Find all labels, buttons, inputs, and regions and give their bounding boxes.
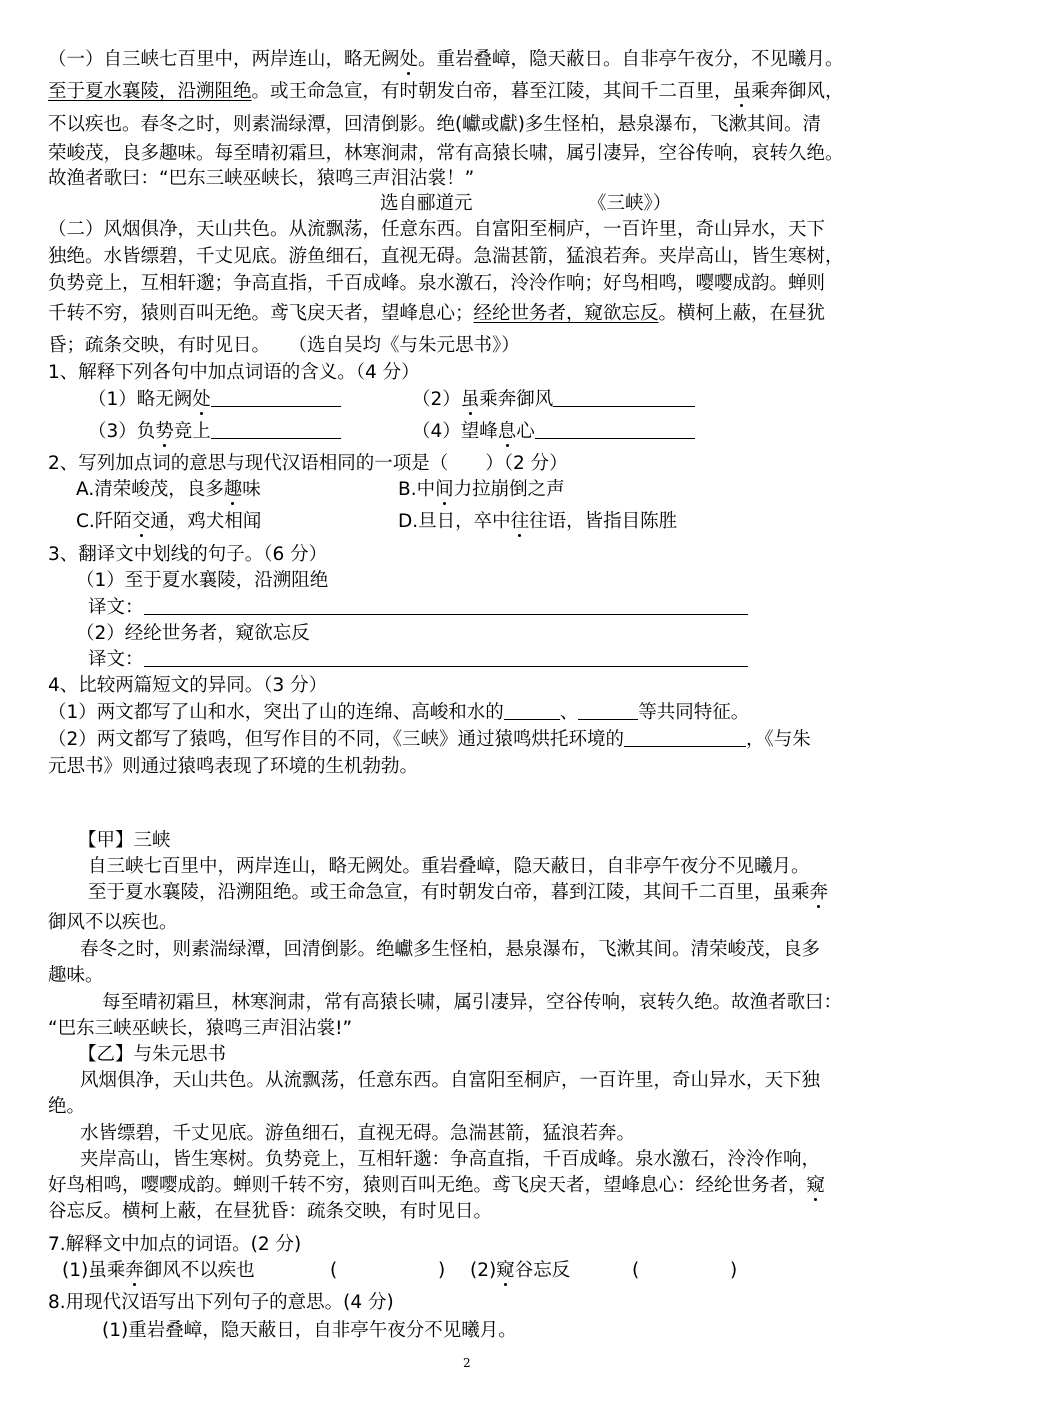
passage2-line: 昏；疏条交映，有时见日。 （选自吴均《与朱元思书》） [48,335,520,356]
passage2-line: （二）风烟俱净，天山共色。从流飘荡，任意东西。自富阳至桐庐，一百许里，奇山异水，天下 [48,219,826,240]
yi-paragraph-cont: 好鸟相鸣，嘤嘤成韵。蝉则千转不穷，猿则百叫无绝。鸢飞戾天者，望峰息心：经纶世务者，窥 [48,1175,826,1196]
source-author: 选自郦道元 [380,193,473,214]
q4-part-2: （2）两文都写了猿鸣，但写作目的不同，《三峡》通过猿鸣烘托环境的 ，《与朱 [48,729,811,750]
passage1-line: 不以疾也。春冬之时，则素湍绿潭，回清倒影。绝(巘或獻)多生怪柏，悬泉瀑布，飞漱其间。清 [48,114,821,135]
q4-part-1: （1）两文都写了山和水，突出了山的连绵、高峻和水的 、 等共同特征。 [48,702,750,723]
q7-paren-open: ( [632,1260,640,1281]
jia-paragraph-cont: 趣味。 [48,965,104,986]
jia-paragraph: 每至晴初霜旦，林寒涧肃，常有高猿长啸，属引凄异，空谷传响，哀转久绝。故渔者歌曰： [102,992,843,1013]
emphasized-char: 势 [155,421,174,442]
passage1-line: 故渔者歌曰：“巴东三峡巫峡长，猿鸣三声泪沾裳！” [48,168,475,189]
yi-paragraph-cont: 绝。 [48,1096,86,1117]
answer-blank[interactable] [578,719,638,720]
q2-option-b: B.中间力拉崩倒之声 [398,479,565,500]
emphasized-char: 窥 [806,1175,826,1196]
translation-line[interactable] [144,666,748,667]
passage1-line: 至于夏水襄陵，沿溯阻绝。或王命急宣，有时朝发白帝，暮至江陵，其间千二百里，虽乘奔御风， [48,81,844,102]
jia-paragraph: 春冬之时，则素湍绿潭，回清倒影。绝巘多生怪柏，悬泉瀑布，飞漱其间。清荣峻茂，良多 [80,939,821,960]
q1-item-1: （1）略无阙处 [88,387,341,413]
q7-item-1: (1)虽乘奔御风不以疾也 [62,1260,255,1281]
emphasized-char: 往 [510,511,530,532]
jia-paragraph: 自三峡七百里中，两岸连山，略无阙处。重岩叠嶂，隐天蔽日，自非亭午夜分不见曦月。 [88,856,810,877]
q7-paren-close: ) [730,1260,738,1281]
question-8-title: 8.用现代汉语写出下列句子的意思。(4 分) [48,1292,394,1313]
q7-paren-open: ( [330,1260,338,1281]
q3-translation-1: 译文： [88,595,748,621]
answer-blank[interactable] [624,746,746,747]
emphasized-char: 交 [131,511,151,532]
q7-paren-close: ) [438,1260,446,1281]
emphasized-char: 虽 [732,81,752,102]
yi-paragraph: 风烟俱净，天山共色。从流飘荡，任意东西。自富阳至桐庐，一百许里，奇山异水，天下独 [80,1070,821,1091]
question-2-title: 2、写列加点词的意思与现代汉语相同的一项是（ ）（2 分） [48,453,568,474]
emphasized-char: 趣 [223,479,243,500]
q4-part-2-cont: 元思书》则通过猿鸣表现了环境的生机勃勃。 [48,756,419,777]
emphasized-char: 处 [399,49,419,70]
q7-item-2: (2)窥谷忘反 [470,1260,571,1281]
jia-paragraph-cont: “巴东三峡巫峡长，猿鸣三声泪沾裳!” [48,1018,353,1039]
emphasized-char: 虽 [460,389,480,410]
emphasized-char: 奔 [125,1260,144,1281]
yi-heading: 【乙】与朱元思书 [78,1044,227,1065]
jia-paragraph: 至于夏水襄陵，沿溯阻绝。或王命急宣，有时朝发白帝，暮到江陵，其间千二百里，虽乘奔 [88,882,829,903]
q3-translation-2: 译文： [88,647,748,673]
source-title: 《三峡》） [588,193,672,214]
answer-blank[interactable] [535,438,695,439]
answer-blank[interactable] [504,719,560,720]
q3-sentence-2: （2）经纶世务者，窥欲忘反 [76,623,310,644]
emphasized-char: 息 [497,421,517,442]
page-number: 2 [463,1356,471,1370]
underlined-sentence: 经纶世务者，窥欲忘反 [473,303,659,324]
passage2-line: 负势竞上，互相轩邈；争高直指，千百成峰。泉水激石，泠泠作响；好鸟相鸣，嘤嘤成韵。蝉则 [48,273,826,294]
jia-heading: 【甲】三峡 [78,830,171,851]
answer-blank[interactable] [211,438,341,439]
emphasized-char: 窥 [496,1260,515,1281]
q2-option-a: A.清荣峻茂，良多趣味 [76,479,261,500]
emphasized-char: 奔 [809,882,829,903]
emphasized-char: 间 [435,479,454,500]
passage2-line: 千转不穷，猿则百叫无绝。鸢飞戾天者，望峰息心；经纶世务者，窥欲忘反。横柯上蔽，在昼犹 [48,303,826,324]
q3-sentence-1: （1）至于夏水襄陵，沿溯阻绝 [76,570,329,591]
underlined-sentence: 至于夏水襄陵，沿溯阻绝 [48,81,252,102]
q1-item-3: （3）负势竞上 [88,419,341,445]
yi-paragraph: 夹岸高山，皆生寒树。负势竞上，互相轩邈：争高直指，千百成峰。泉水激石，泠泠作响， [80,1149,821,1170]
question-4-title: 4、比较两篇短文的异同。（3 分） [48,675,328,696]
jia-paragraph-cont: 御风不以疾也。 [48,912,178,933]
q1-item-2: （2）虽乘奔御风 [412,387,695,413]
yi-paragraph-cont: 谷忘反。横柯上蔽，在昼犹昏：疏条交映，有时见日。 [48,1201,493,1222]
answer-blank[interactable] [211,406,341,407]
q8-item-1: (1)重岩叠嶂，隐天蔽日，自非亭午夜分不见曦月。 [102,1320,517,1341]
answer-blank[interactable] [553,406,695,407]
question-7-title: 7.解释文中加点的词语。(2 分) [48,1234,302,1255]
q2-option-c: C.阡陌交通，鸡犬相闻 [76,511,262,532]
q2-option-d: D.旦日，卒中往往语，皆指目陈胜 [398,511,678,532]
question-1-title: 1、解释下列各句中加点词语的含义。（4 分） [48,362,420,383]
passage1-line: 荣峻茂，良多趣味。每至晴初霜旦，林寒涧肃，常有高猿长啸，属引凄异，空谷传响，哀转久绝。 [48,143,844,164]
emphasized-char: 处 [192,389,211,410]
yi-paragraph: 水皆缥碧，千丈见底。游鱼细石，直视无碍。急湍甚箭，猛浪若奔。 [80,1123,636,1144]
translation-line[interactable] [144,614,748,615]
q1-item-4: （4）望峰息心 [412,419,695,445]
question-3-title: 3、翻译文中划线的句子。（6 分） [48,544,328,565]
passage2-line: 独绝。水皆缥碧，千丈见底。游鱼细石，直视无碍。急湍甚箭，猛浪若奔。夹岸高山，皆生寒树， [48,246,844,267]
passage1-line: （一）自三峡七百里中，两岸连山，略无阙处。重岩叠嶂，隐天蔽日。自非亭午夜分，不见曦月。 [48,49,844,70]
